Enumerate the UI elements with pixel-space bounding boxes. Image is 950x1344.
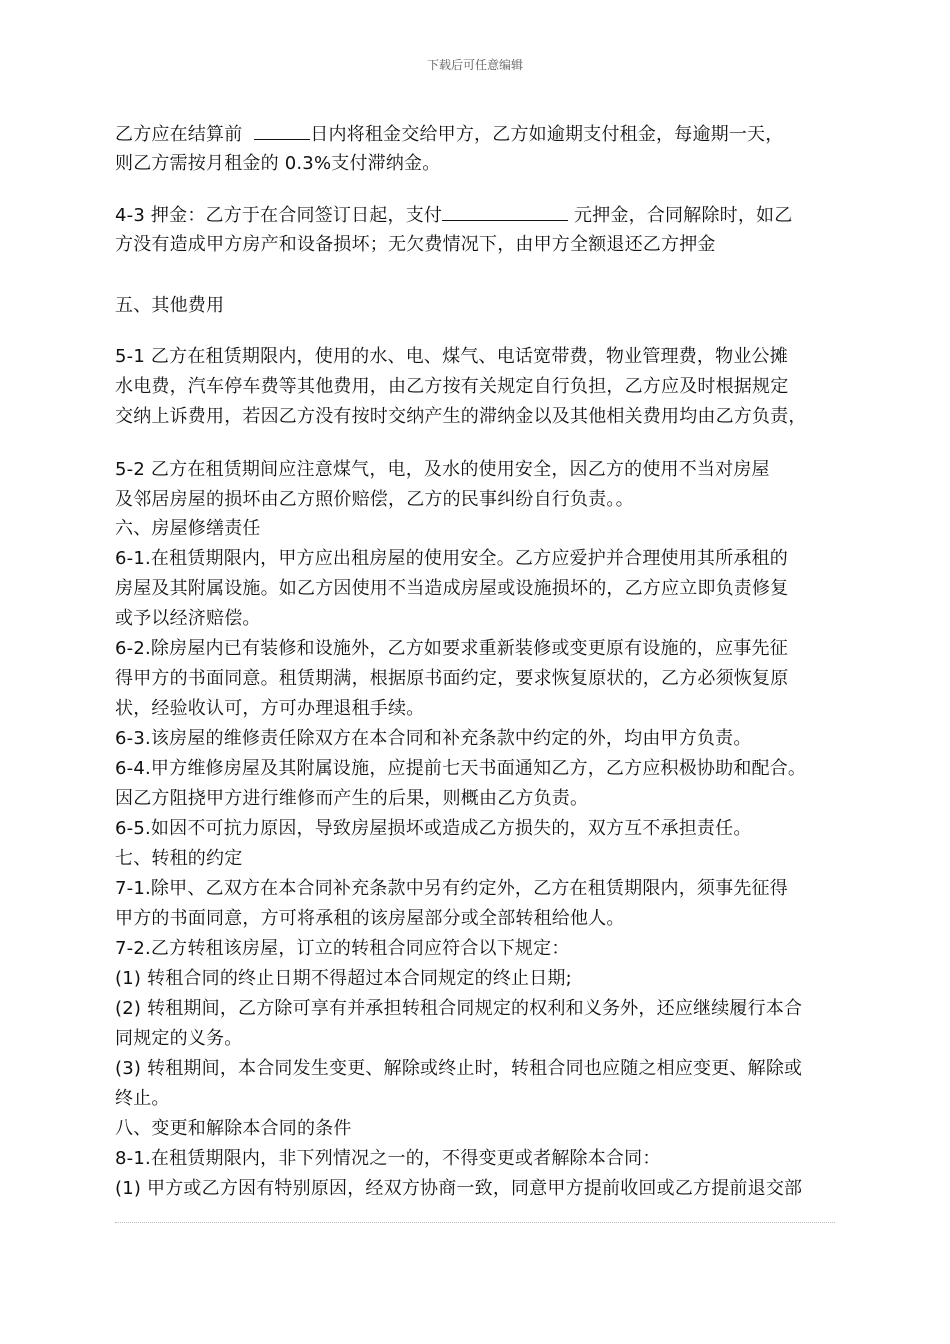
section-6-line: 得甲方的书面同意。租赁期满，根据原书面约定，要求恢复原状的，乙方必须恢复原 [115, 668, 789, 689]
clause-4-3-text-before: 4-3 押金：乙方于在合同签订日起，支付 [115, 205, 443, 226]
section-6-line: 状，经验收认可，方可办理退租手续。 [115, 698, 425, 719]
deposit-blank [442, 200, 568, 221]
section-6-line: 房屋及其附属设施。如乙方因使用不当造成房屋或设施损坏的，乙方应立即负责修复 [115, 578, 789, 599]
section-6-heading: 六、房屋修缮责任 [115, 518, 261, 539]
clause-5-1-line: 5-1 乙方在租赁期限内，使用的水、电、煤气、电话宽带费，物业管理费，物业公摊 [115, 346, 788, 367]
section-7-line: 同规定的义务。 [115, 1028, 243, 1049]
section-8-line: (1) 甲方或乙方因有特别原因，经双方协商一致，同意甲方提前收回或乙方提前退交部 [115, 1178, 803, 1199]
clause-4-2-line-2: 则乙方需按月租金的 0.3%支付滞纳金。 [115, 153, 441, 174]
clause-4-3-text-after: 元押金，合同解除时，如乙 [574, 205, 793, 226]
clause-5-1-line: 水电费，汽车停车费等其他费用，由乙方按有关规定自行负担，乙方应及时根据规定 [115, 376, 789, 397]
page-header: 下载后可任意编辑 [426, 58, 523, 72]
section-6-line: 6-5.如因不可抗力原因，导致房屋损坏或造成乙方损失的，双方互不承担责任。 [115, 818, 752, 839]
clause-4-2-line-1 [115, 119, 783, 150]
clause-4-2-text-after: 日内将租金交给甲方，乙方如逾期支付租金，每逾期一天， [310, 124, 784, 145]
section-5-heading: 五、其他费用 [115, 295, 225, 316]
page-bottom-divider [115, 1222, 835, 1223]
section-6-line: 或予以经济赔偿。 [115, 608, 261, 629]
section-7-line: 7-2.乙方转租该房屋，订立的转租合同应符合以下规定： [115, 938, 570, 959]
section-6-line: 6-3.该房屋的维修责任除双方在本合同和补充条款中约定的外，均由甲方负责。 [115, 728, 752, 749]
clause-4-3-line-2: 方没有造成甲方房产和设备损坏；无欠费情况下，由甲方全额退还乙方押金 [115, 234, 716, 255]
section-7-line: 甲方的书面同意，方可将承租的该房屋部分或全部转租给他人。 [115, 908, 625, 929]
section-7-line: 终止。 [115, 1088, 170, 1109]
section-6-line: 6-4.甲方维修房屋及其附属设施，应提前七天书面通知乙方，乙方应积极协助和配合。 [115, 758, 807, 779]
clause-5-1-line: 交纳上诉费用，若因乙方没有按时交纳产生的滞纳金以及其他相关费用均由乙方负责， [115, 406, 807, 427]
section-7-line: 7-1.除甲、乙双方在本合同补充条款中另有约定外，乙方在租赁期限内，须事先征得 [115, 878, 788, 899]
clause-5-2-line: 及邻居房屋的损坏由乙方照价赔偿，乙方的民事纠纷自行负责。。 [115, 489, 634, 510]
section-8-heading: 八、变更和解除本合同的条件 [115, 1118, 352, 1139]
section-6-line: 6-2.除房屋内已有装修和设施外，乙方如要求重新装修或变更原有设施的，应事先征 [115, 638, 788, 659]
section-7-line: (2) 转租期间，乙方除可享有并承担转租合同规定的权利和义务外，还应继续履行本合 [115, 998, 803, 1019]
days-blank [254, 119, 310, 140]
section-7-line: (3) 转租期间，本合同发生变更、解除或终止时，转租合同也应随之相应变更、解除或 [115, 1058, 803, 1079]
clause-4-3-line-1 [115, 200, 792, 231]
section-6-line: 6-1.在租赁期限内，甲方应出租房屋的使用安全。乙方应爱护并合理使用其所承租的 [115, 548, 788, 569]
clause-4-2-text-before: 乙方应在结算前 [115, 124, 243, 145]
clause-5-2-line: 5-2 乙方在租赁期间应注意煤气，电，及水的使用安全，因乙方的使用不当对房屋 [115, 459, 770, 480]
section-7-heading: 七、转租的约定 [115, 848, 243, 869]
section-8-line: 8-1.在租赁期限内，非下列情况之一的，不得变更或者解除本合同： [115, 1148, 661, 1169]
section-7-line: (1) 转租合同的终止日期不得超过本合同规定的终止日期; [115, 968, 572, 989]
section-6-line: 因乙方阻挠甲方进行维修而产生的后果，则概由乙方负责。 [115, 788, 589, 809]
